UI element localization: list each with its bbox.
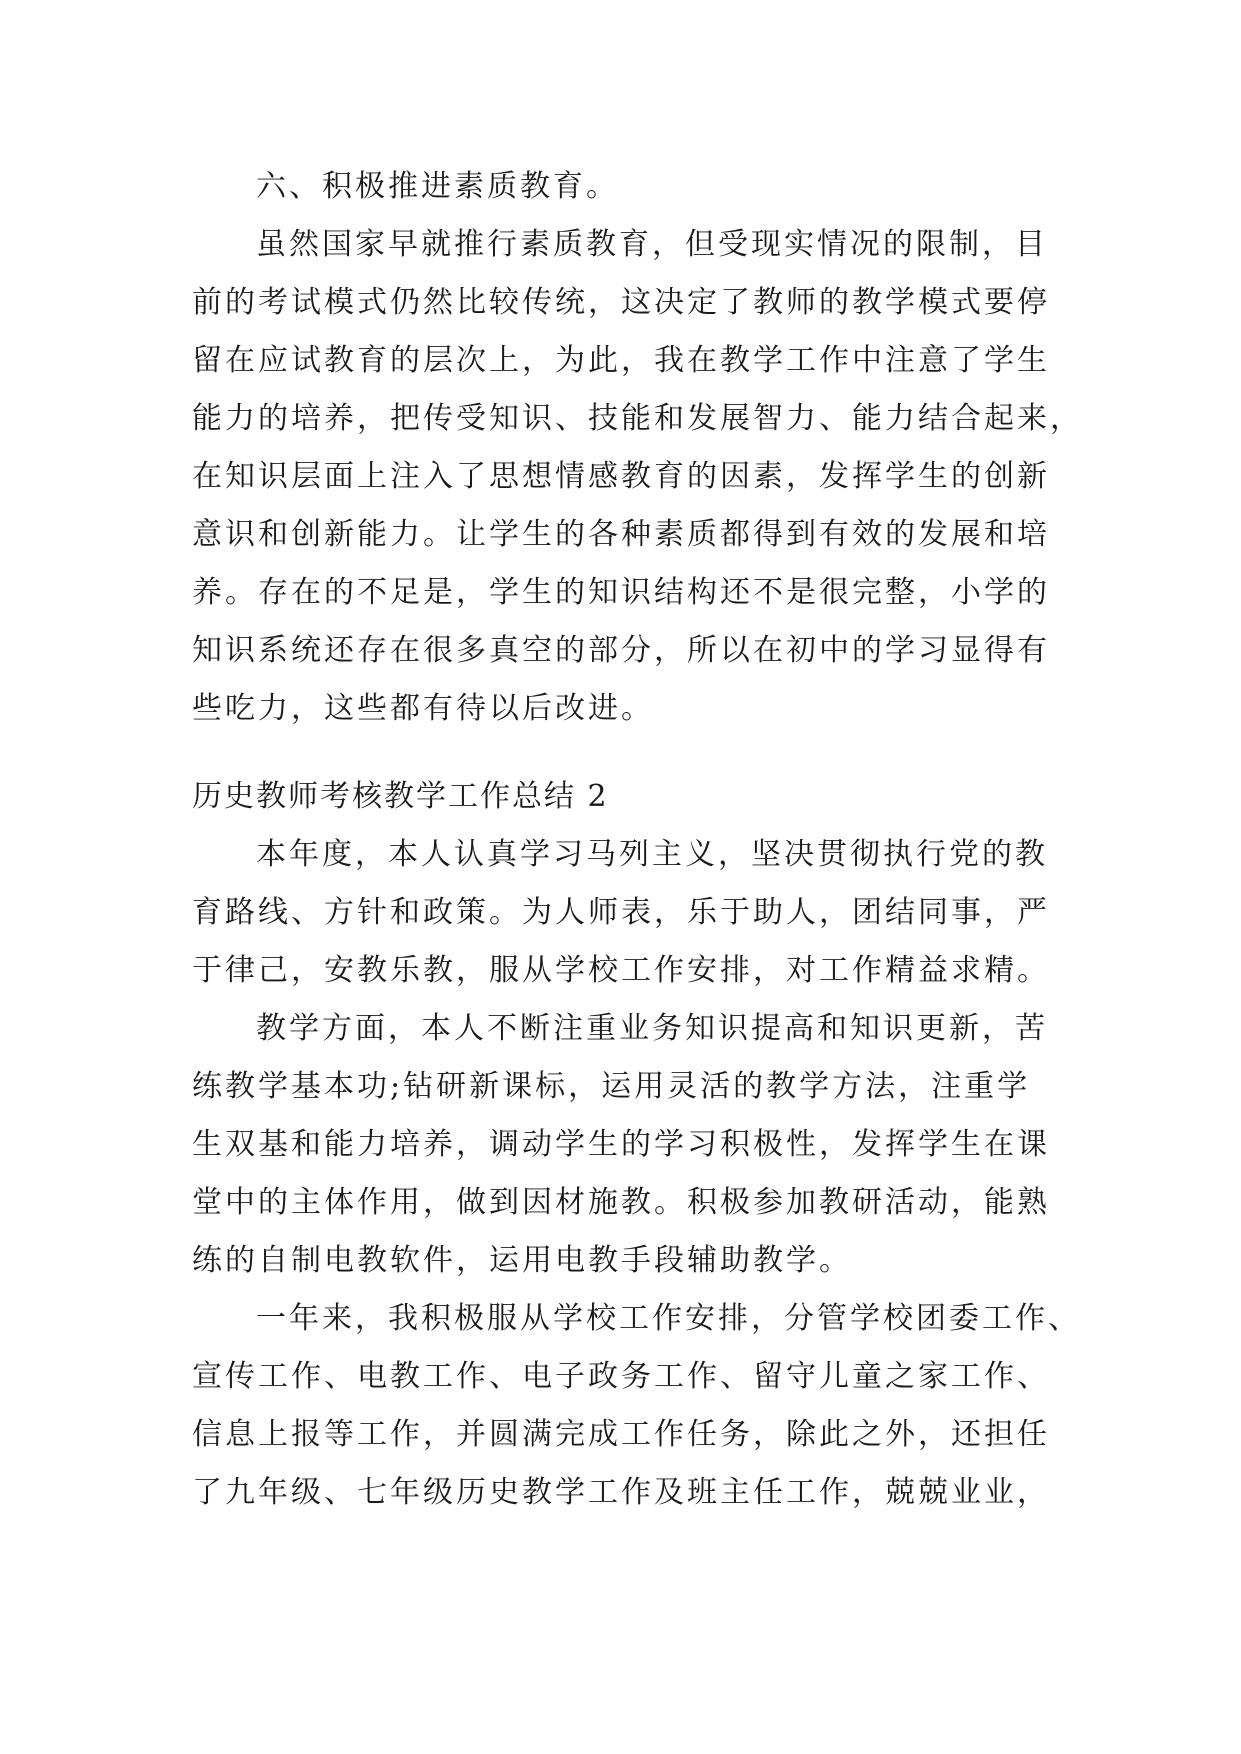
paragraph-3 [192,1000,1050,1290]
paragraph-line: 练教学基本功;钻研新课标，运用灵活的教学方法，注重学 [192,1069,1031,1104]
paragraph-line: 练的自制电教软件，运用电教手段辅助教学。 [192,1243,852,1278]
paragraph-line: 于律己，安教乐教，服从学校工作安排，对工作精益求精。 [192,953,1050,988]
paragraph-line: 信息上报等工作，并圆满完成工作任务，除此之外，还担任 [192,1417,1050,1452]
paragraph-line: 生双基和能力培养，调动学生的学习积极性，发挥学生在课 [192,1127,1050,1162]
document-title: 历史教师考核教学工作总结 2 [192,779,609,814]
paragraph-line: 养。存在的不足是，学生的知识结构还不是很完整，小学的 [192,575,1050,610]
paragraph-line: 些吃力，这些都有待以后改进。 [192,691,654,726]
paragraph-line: 知识系统还存在很多真空的部分，所以在初中的学习显得有 [192,633,1050,668]
paragraph-line: 虽然国家早就推行素质教育，但受现实情况的限制，目 [256,227,1048,262]
paragraph-line: 一年来，我积极服从学校工作安排，分管学校团委工作、 [256,1301,1081,1336]
paragraph-line: 能力的培养，把传受知识、技能和发展智力、能力结合起来， [192,401,1083,436]
paragraph-1 [192,216,1083,738]
paragraph-4 [192,1290,1081,1522]
paragraph-line: 前的考试模式仍然比较传统，这决定了教师的教学模式要停 [192,285,1050,320]
paragraph-line: 本年度，本人认真学习马列主义，坚决贯彻执行党的教 [256,837,1048,872]
document-page [192,158,1083,1522]
paragraph-line: 留在应试教育的层次上，为此，我在教学工作中注意了学生 [192,343,1050,378]
section-heading: 六、积极推进素质教育。 [256,169,619,204]
paragraph-line: 在知识层面上注入了思想情感教育的因素，发挥学生的创新 [192,459,1050,494]
paragraph-line: 了九年级、七年级历史教学工作及班主任工作，兢兢业业， [192,1475,1050,1510]
section-gap [192,738,1050,768]
paragraph-line: 意识和创新能力。让学生的各种素质都得到有效的发展和培 [192,517,1050,552]
paragraph-line: 宣传工作、电教工作、电子政务工作、留守儿童之家工作、 [192,1359,1050,1394]
paragraph-2 [192,826,1050,1000]
paragraph-line: 堂中的主体作用，做到因材施教。积极参加教研活动，能熟 [192,1185,1050,1220]
paragraph-line: 教学方面，本人不断注重业务知识提高和知识更新，苦 [256,1011,1048,1046]
paragraph-line: 育路线、方针和政策。为人师表，乐于助人，团结同事，严 [192,895,1050,930]
